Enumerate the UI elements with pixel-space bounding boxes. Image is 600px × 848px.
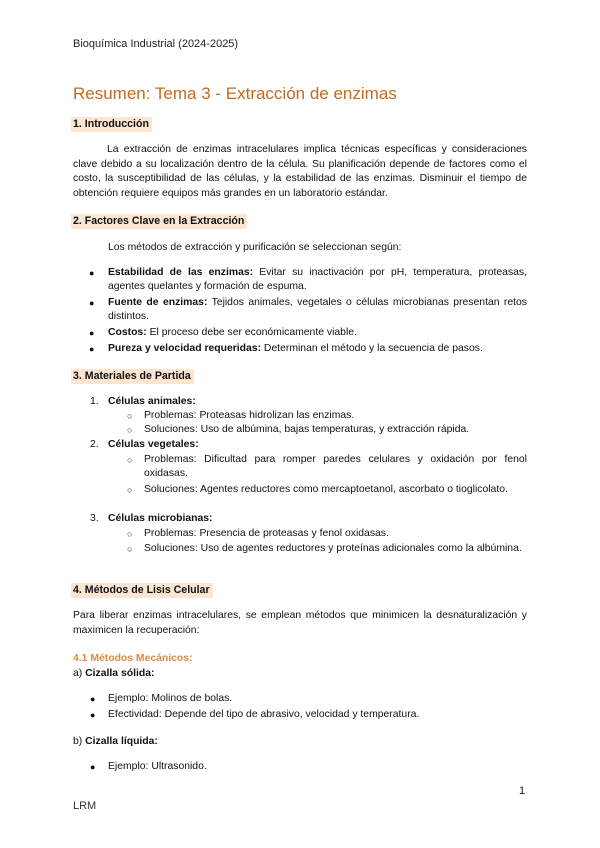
factor-item-title: Costos: — [108, 327, 147, 338]
list-number: 3. — [90, 513, 99, 524]
bullet-icon: ● — [89, 268, 95, 278]
page-title: Resumen: Tema 3 - Extracción de enzimas — [73, 84, 397, 103]
circle-bullet-icon: ○ — [127, 529, 133, 539]
section-2-heading: 2. Factores Clave en la Extracción — [71, 214, 247, 229]
material-title: Células microbianas: — [108, 513, 213, 524]
factor-item-title: Fuente de enzimas: — [108, 297, 208, 308]
material-solution: Soluciones: Uso de albúmina, bajas temperaturas, y extracción rápida. — [144, 424, 470, 435]
factor-item-title: Estabilidad de las enzimas: — [108, 267, 254, 278]
list-item: Efectividad: Depende del tipo de abrasivo, velocidad y temperatura. — [108, 709, 420, 720]
circle-bullet-icon: ○ — [127, 411, 133, 421]
bullet-icon: ● — [90, 694, 96, 704]
factor-item-text: Determinan el método y la secuencia de pasos. — [261, 343, 483, 354]
subsection-b-title: Cizalla líquida: — [85, 736, 158, 747]
factor-item-title: Pureza y velocidad requeridas: — [108, 343, 262, 354]
factor-item — [108, 342, 527, 356]
circle-bullet-icon: ○ — [127, 425, 133, 435]
section-1-paragraph-text: La extracción de enzimas intracelulares implica técnicas específicas y consideraciones clave debido a su localización dentro de la célula. Su planificación depende de factores como el costo, la susceptibilidad de las células, y la estabilidad de las enzimas. Disminuir el tiempo de obtención requiere equipos más grandes en un laboratorio estándar. — [73, 144, 527, 200]
running-header: Bioquímica Industrial (2024-2025) — [73, 38, 239, 50]
section-1-heading: 1. Introducción — [71, 117, 152, 132]
subsection-b-heading — [73, 735, 158, 749]
factor-item-text: Tejidos animales, vegetales o células microbianas presentan retos distintos. — [108, 297, 527, 323]
section-4-paragraph: Para liberar enzimas intracelulares, se emplean métodos que minimicen la desnaturalización y maximicen la recuperación: — [73, 610, 527, 636]
subsection-4-1-heading: 4.1 Métodos Mecánicos: — [73, 653, 193, 664]
factor-item-text: El proceso debe ser económicamente viable. — [146, 327, 357, 338]
list-number: 2. — [90, 439, 99, 450]
list-item: Ejemplo: Molinos de bolas. — [108, 693, 233, 704]
section-3-heading: 3. Materiales de Partida — [71, 369, 194, 384]
bullet-icon: ● — [89, 344, 95, 354]
subsection-a-prefix: a) — [73, 668, 86, 679]
section-1-paragraph — [73, 143, 527, 202]
material-title: Células vegetales: — [108, 439, 199, 450]
bullet-icon: ● — [90, 710, 96, 720]
factor-item — [108, 296, 527, 324]
material-solution: Soluciones: Uso de agentes reductores y proteínas adicionales como la albúmina. — [144, 543, 522, 554]
bullet-icon: ● — [90, 762, 96, 772]
bullet-icon: ● — [89, 328, 95, 338]
section-2-intro: Los métodos de extracción y purificación se seleccionan según: — [108, 242, 402, 253]
subsection-b-prefix: b) — [73, 736, 86, 747]
subsection-a-heading — [73, 667, 154, 681]
list-number: 1. — [90, 396, 99, 407]
page-number: 1 — [519, 785, 526, 797]
section-4-heading: 4. Métodos de Lisis Celular — [71, 583, 213, 598]
factor-item — [108, 266, 527, 294]
factor-item — [108, 326, 527, 340]
factor-item-text: Evitar su inactivación por pH, temperatura, proteasas, agentes quelantes y formación de espuma. — [108, 267, 527, 293]
material-problem: Problemas: Presencia de proteasas y fenol oxidasas. — [144, 528, 389, 539]
material-solution: Soluciones: Agentes reductores como mercaptoetanol, ascorbato o tioglicolato. — [144, 484, 508, 495]
subsection-a-title: Cizalla sólida: — [85, 668, 155, 679]
circle-bullet-icon: ○ — [127, 455, 133, 465]
material-title: Células animales: — [108, 396, 196, 407]
circle-bullet-icon: ○ — [127, 485, 133, 495]
material-problem: Problemas: Dificultad para romper paredes celulares y oxidación por fenol oxidasas. — [144, 454, 527, 480]
footer-author: LRM — [73, 800, 97, 812]
bullet-icon: ● — [89, 298, 95, 308]
list-item: Ejemplo: Ultrasonido. — [108, 761, 207, 772]
material-problem: Problemas: Proteasas hidrolizan las enzimas. — [144, 410, 355, 421]
circle-bullet-icon: ○ — [127, 544, 133, 554]
